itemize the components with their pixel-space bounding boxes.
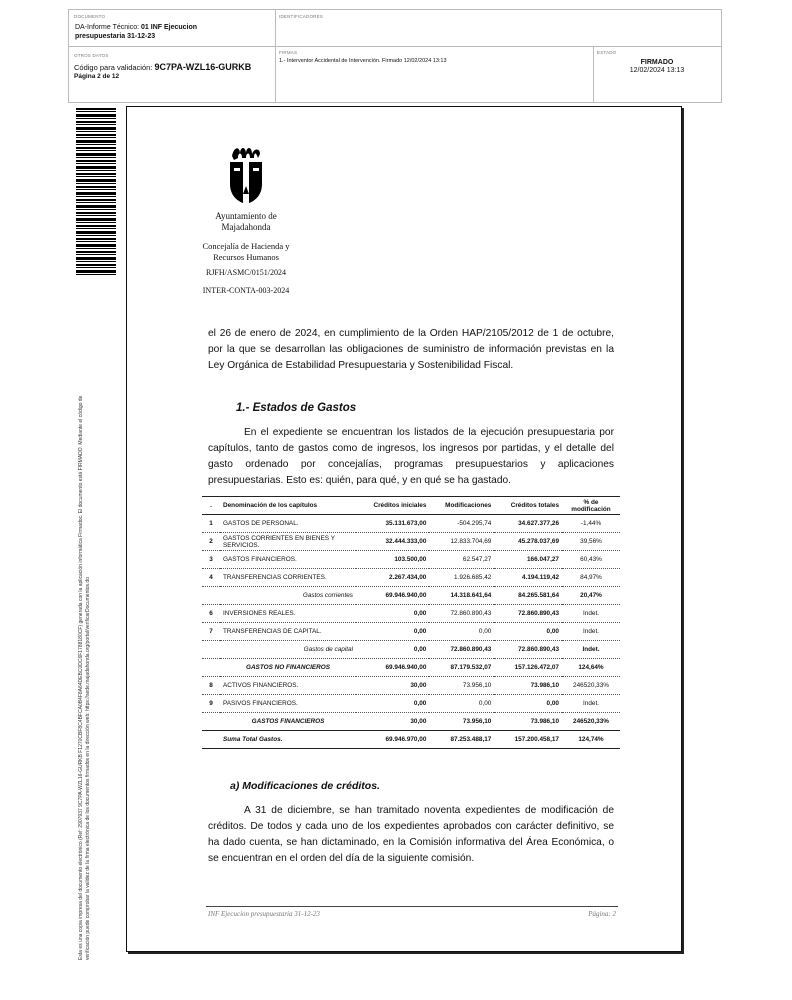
intro-paragraph: el 26 de enero de 2024, en cumplimiento de la Orden HAP/2105/2012 de 1 de octubre, por la que se desarrollan las obligaciones de suministro de información previstas en la Ley Orgánica de Estabilidad Presupuestaria y Sostenibilidad Fiscal. xyxy=(208,328,614,371)
cell-modificaciones: 73.956,10 xyxy=(429,677,494,695)
subsection-title: a) Modificaciones de créditos. xyxy=(230,780,380,792)
cell-creditos-totales: 45.278.037,69 xyxy=(494,533,562,551)
verification-side-text: Esta es una copia impresa del documento electrónico (Ref: 2907937 9C7PA-WZL16-GURKB F1270CBF8C4BFCA0B4F8A64DEBC0DC6F1788180CF) generada con la aplicación informática Firmadoc. El documento está FIRMADO. Mediante el código de verificación puede comprobar la validez de la firma electrónica de los documentos firmados en la dirección web: https://sede.majadahonda.org/portal/verificarDocumentos.do xyxy=(78,395,91,960)
documento-label: DOCUMENTO xyxy=(74,14,106,19)
footer-left: INF Ejecucion presupuestaria 31-12-23 xyxy=(208,910,320,918)
estado-date: 12/02/2024 13:13 xyxy=(629,67,685,74)
cell-denominacion: GASTOS FINANCIEROS. xyxy=(220,551,356,569)
section-paragraph: En el expediente se encuentran los listados de la ejecución presupuestaria por capítulos, tanto de gastos como de ingresos, los ingresos por partidas, y el detalle del gasto ordenado por concejalías, programas presupuestarios y aplicaciones presupuestarias. Esto es: quién, para qué, y en qué se ha gastado. xyxy=(208,427,614,486)
cell-pct-modificacion: 124,64% xyxy=(562,659,620,677)
cell-denominacion: TRANSFERENCIAS CORRIENTES. xyxy=(220,569,356,587)
cell-modificaciones: 72.860.890,43 xyxy=(429,641,494,659)
cell-creditos-iniciales: 2.267.434,00 xyxy=(356,569,429,587)
table-row xyxy=(202,551,620,569)
cell-creditos-iniciales: 30,00 xyxy=(356,677,429,695)
table-row xyxy=(202,641,620,659)
table-row xyxy=(202,731,620,749)
cell-modificaciones: -504.295,74 xyxy=(429,515,494,533)
letterhead-name: Ayuntamiento de Majadahonda xyxy=(215,211,277,232)
cell-index xyxy=(202,713,220,731)
cell-pct-modificacion: Indet. xyxy=(562,623,620,641)
cell-creditos-totales: 84.265.581,64 xyxy=(494,587,562,605)
cell-modificaciones: 87.179.532,07 xyxy=(429,659,494,677)
cell-denominacion: PASIVOS FINANCIEROS. xyxy=(220,695,356,713)
table-row xyxy=(202,695,620,713)
table-row xyxy=(202,533,620,551)
cell-modificaciones: 14.318.641,64 xyxy=(429,587,494,605)
cell-pct-modificacion: 84,97% xyxy=(562,569,620,587)
cell-creditos-totales: 0,00 xyxy=(494,623,562,641)
header-creditos-totales: Créditos totales xyxy=(494,497,562,515)
letterhead-department: Concejalía de Hacienda y Recursos Humanos xyxy=(202,241,290,262)
cell-creditos-iniciales: 103.500,00 xyxy=(356,551,429,569)
cell-creditos-iniciales: 0,00 xyxy=(356,695,429,713)
cell-index xyxy=(202,659,220,677)
firma-entry: 1.- Interventor Accidental de Intervención. Firmado 12/02/2024 13:13 xyxy=(279,58,447,64)
cell-modificaciones: 72.860.890,43 xyxy=(429,605,494,623)
cell-pct-modificacion: Indet. xyxy=(562,695,620,713)
header-denominacion: Denominación de los capítulos xyxy=(220,497,356,515)
reference-code-1: RJFH/ASMC/0151/2024 xyxy=(205,268,287,277)
cell-pct-modificacion: 39,56% xyxy=(562,533,620,551)
cell-index xyxy=(202,587,220,605)
cell-denominacion: INVERSIONES REALES. xyxy=(220,605,356,623)
cell-index: 6 xyxy=(202,605,220,623)
cell-index: 9 xyxy=(202,695,220,713)
cell-denominacion: Gastos corrientes xyxy=(220,587,356,605)
cell-creditos-totales: 73.986,10 xyxy=(494,713,562,731)
cell-pct-modificacion: -1,44% xyxy=(562,515,620,533)
footer-page-number: Página: 2 xyxy=(588,910,616,918)
cell-index: 2 xyxy=(202,533,220,551)
cell-creditos-iniciales: 0,00 xyxy=(356,623,429,641)
cell-index: 7 xyxy=(202,623,220,641)
cell-pct-modificacion: Indet. xyxy=(562,605,620,623)
cell-denominacion: GASTOS FINANCIEROS xyxy=(220,713,356,731)
cell-creditos-totales: 0,00 xyxy=(494,695,562,713)
cell-modificaciones: 73.956,10 xyxy=(429,713,494,731)
cell-creditos-totales: 166.047,27 xyxy=(494,551,562,569)
cell-pct-modificacion: 246520,33% xyxy=(562,677,620,695)
reference-code-2: INTER-CONTA-003-2024 xyxy=(202,286,290,295)
cell-creditos-iniciales: 0,00 xyxy=(356,605,429,623)
budget-execution-table xyxy=(202,496,620,749)
cell-pct-modificacion: 246520,33% xyxy=(562,713,620,731)
cell-denominacion: TRANSFERENCIAS DE CAPITAL. xyxy=(220,623,356,641)
validation-code: Código para validación: 9C7PA-WZL16-GURKB xyxy=(74,62,252,72)
barcode xyxy=(76,108,116,276)
section-title: 1.- Estados de Gastos xyxy=(236,402,357,414)
cell-creditos-iniciales: 69.946.970,00 xyxy=(356,731,429,749)
cell-modificaciones: 0,00 xyxy=(429,695,494,713)
cell-pct-modificacion: 60,43% xyxy=(562,551,620,569)
cell-index: 1 xyxy=(202,515,220,533)
header-modificaciones: Modificaciones xyxy=(429,497,494,515)
cell-creditos-iniciales: 32.444.333,00 xyxy=(356,533,429,551)
table-row xyxy=(202,587,620,605)
firmas-label: FIRMAS xyxy=(279,50,298,55)
table-row xyxy=(202,713,620,731)
cell-creditos-totales: 72.860.890,43 xyxy=(494,605,562,623)
cell-creditos-iniciales: 0,00 xyxy=(356,641,429,659)
cell-denominacion: ACTIVOS FINANCIEROS. xyxy=(220,677,356,695)
cell-pct-modificacion: Indet. xyxy=(562,641,620,659)
table-row xyxy=(202,569,620,587)
cell-creditos-totales: 157.200.458,17 xyxy=(494,731,562,749)
table-row xyxy=(202,605,620,623)
cell-pct-modificacion: 20,47% xyxy=(562,587,620,605)
cell-pct-modificacion: 124,74% xyxy=(562,731,620,749)
header-pct-modificacion: % de modificación xyxy=(562,497,620,515)
cell-modificaciones: 62.547,27 xyxy=(429,551,494,569)
cell-creditos-totales: 157.126.472,07 xyxy=(494,659,562,677)
cell-creditos-iniciales: 30,00 xyxy=(356,713,429,731)
cell-denominacion: Gastos de capital xyxy=(220,641,356,659)
cell-modificaciones: 0,00 xyxy=(429,623,494,641)
cell-creditos-totales: 34.627.377,26 xyxy=(494,515,562,533)
identificadores-label: IDENTIFICADORES xyxy=(279,14,324,19)
cell-denominacion: GASTOS NO FINANCIEROS xyxy=(220,659,356,677)
document-header xyxy=(68,9,722,103)
cell-modificaciones: 1.926.685,42 xyxy=(429,569,494,587)
header-index: . xyxy=(202,497,220,515)
estado-label: ESTADO xyxy=(597,50,617,55)
cell-index: 3 xyxy=(202,551,220,569)
header-creditos-iniciales: Créditos iniciales xyxy=(356,497,429,515)
cell-creditos-totales: 73.986,10 xyxy=(494,677,562,695)
cell-denominacion: Suma Total Gastos. xyxy=(220,731,356,749)
table-row xyxy=(202,677,620,695)
cell-creditos-totales: 72.860.890,43 xyxy=(494,641,562,659)
cell-index xyxy=(202,731,220,749)
cell-denominacion: GASTOS CORRIENTES EN BIENES Y SERVICIOS. xyxy=(220,533,356,551)
table-header-row xyxy=(202,497,620,515)
cell-modificaciones: 12.833.704,69 xyxy=(429,533,494,551)
table-row xyxy=(202,623,620,641)
cell-creditos-iniciales: 69.946.940,00 xyxy=(356,587,429,605)
subsection-paragraph: A 31 de diciembre, se han tramitado noventa expedientes de modificación de créditos. De todos y cada uno de los expedientes aprobados con carácter definitivo, se ha dado cuenta, se han dictaminado, en la Comisión informativa del Área Económica, o se encuentran en el orden del día de la siguiente comisión. xyxy=(208,805,614,864)
table-row xyxy=(202,515,620,533)
coat-of-arms-logo xyxy=(226,142,266,206)
cell-creditos-iniciales: 69.946.940,00 xyxy=(356,659,429,677)
cell-modificaciones: 87.253.488,17 xyxy=(429,731,494,749)
footer-rule xyxy=(206,906,618,907)
page-count: Página 2 de 12 xyxy=(74,73,120,80)
cell-index: 4 xyxy=(202,569,220,587)
cell-index: 8 xyxy=(202,677,220,695)
estado-value: FIRMADO xyxy=(640,59,674,66)
cell-creditos-totales: 4.194.119,42 xyxy=(494,569,562,587)
otros-datos-label: OTROS DATOS xyxy=(74,53,109,58)
table-row xyxy=(202,659,620,677)
cell-creditos-iniciales: 35.131.673,00 xyxy=(356,515,429,533)
documento-value: DA-Informe Técnico: 01 INF Ejecucion presupuestaria 31-12-23 xyxy=(75,24,198,40)
cell-index xyxy=(202,641,220,659)
cell-denominacion: GASTOS DE PERSONAL. xyxy=(220,515,356,533)
